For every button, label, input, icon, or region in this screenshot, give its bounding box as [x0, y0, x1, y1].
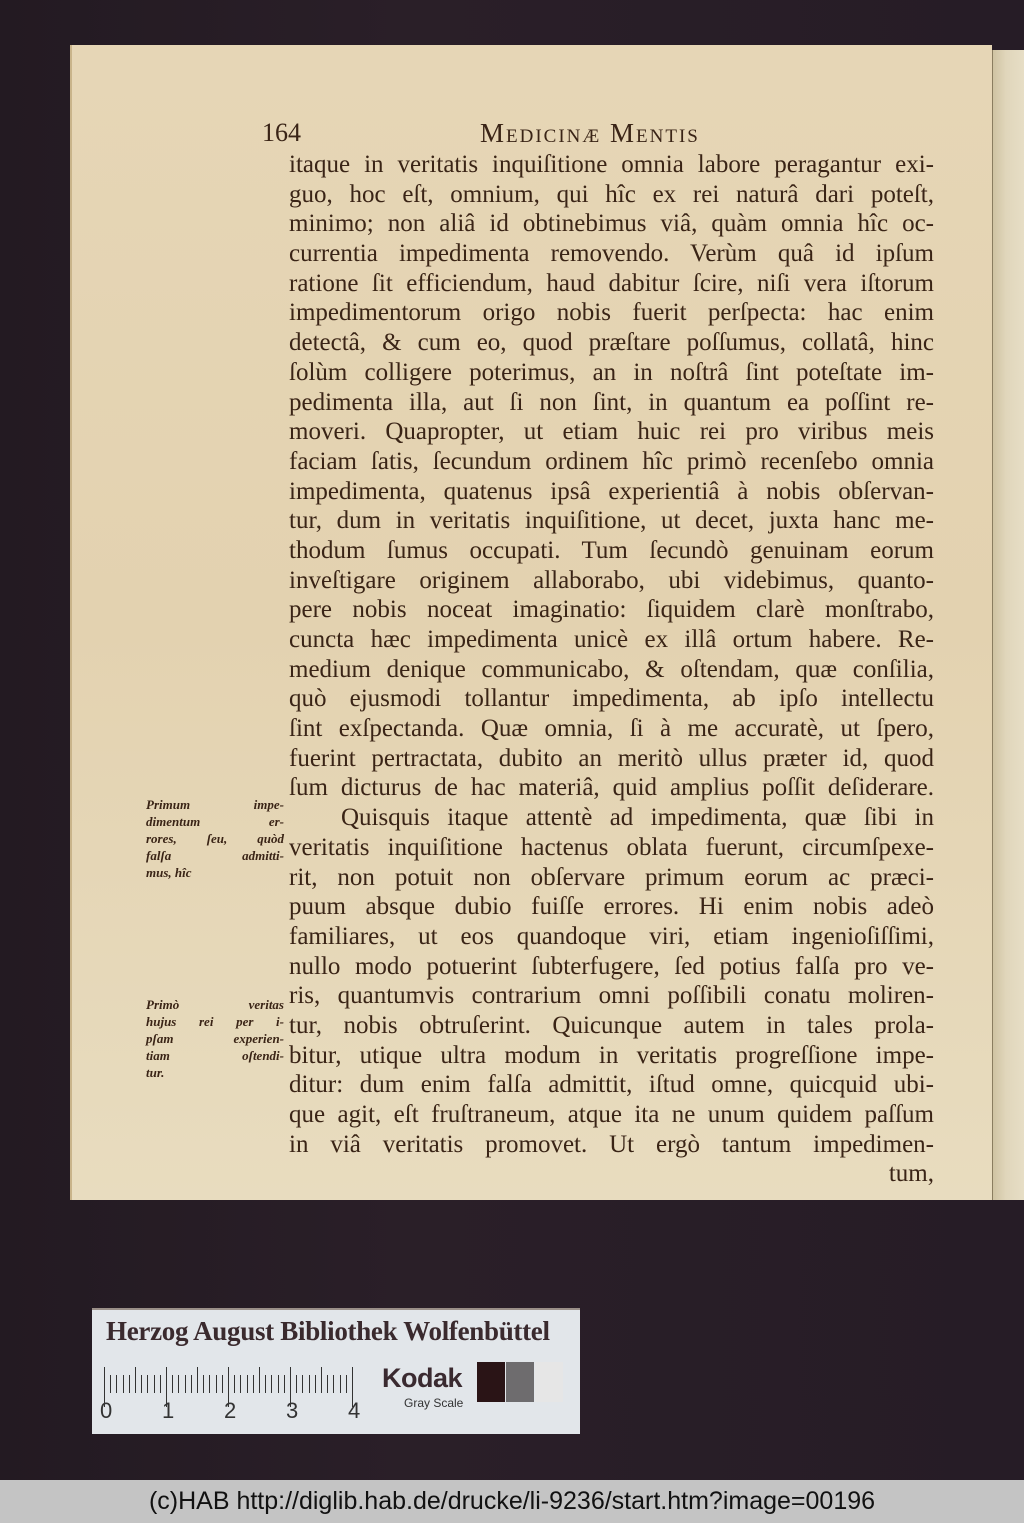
running-head	[262, 118, 762, 150]
sidenote-line: mus, hîc	[146, 865, 192, 880]
gray-swatch-dark	[477, 1362, 505, 1402]
text-line: minimo; non aliâ id obtinebimus viâ, quàm omnia hîc oc-	[289, 210, 934, 238]
text-line: ditur: dum enim falſa admittit, iſtud omne, quicquid ubi-	[289, 1071, 934, 1099]
ruler-tick	[340, 1375, 341, 1393]
next-page-edge	[992, 50, 1024, 1200]
ruler-tick	[321, 1367, 322, 1393]
ruler-tick	[154, 1375, 155, 1393]
text-line: bitur, utique ultra modum in veritatis progreſſione impe-	[289, 1041, 934, 1069]
text-line: ratione ſit efficiendum, haud dabitur ſcire, niſi vera iſtorum	[289, 269, 934, 297]
text-line: itaque in veritatis inquiſitione omnia labore peragantur exi-	[289, 151, 934, 178]
ruler-tick	[234, 1375, 235, 1393]
running-head-title: Medicinæ Mentis	[480, 118, 700, 148]
ruler-number: 2	[224, 1398, 237, 1423]
gray-scale-label: Gray Scale	[404, 1396, 464, 1410]
text-line: Quisquis itaque attentè ad impedimenta, quæ ſibi in	[341, 804, 934, 832]
text-line: inveſtigare originem allaborabo, ubi videbimus, quanto-	[289, 566, 934, 594]
text-line: tum,	[888, 1160, 934, 1188]
ruler-tick	[296, 1375, 297, 1393]
ruler-tick	[271, 1375, 272, 1393]
ruler-tick	[284, 1375, 285, 1393]
text-line: tur, dum in veritatis inquiſitione, ut decet, juxta hanc me-	[289, 507, 934, 535]
text-line: familiares, ut eos quandoque viri, etiam ingenioſiſſimi,	[289, 922, 934, 950]
text-line: currentia impedimenta removendo. Verùm quâ id ipſum	[289, 240, 934, 268]
ruler-tick	[110, 1375, 111, 1393]
ruler-tick	[129, 1375, 130, 1393]
ruler-tick	[197, 1367, 198, 1393]
ruler-number: 0	[100, 1398, 113, 1423]
text-line: ſum dicturus de hac materiâ, quid amplius poſſit deſiderare.	[289, 774, 934, 802]
sidenote-line: hujus rei per i-	[146, 1014, 284, 1029]
copyright-footer: (c)HAB http://diglib.hab.de/drucke/li-9236/start.htm?image=00196	[0, 1480, 1024, 1523]
ruler-tick	[346, 1375, 347, 1393]
text-line: fuerint pertractata, dubito an meritò ullus præter id, quod	[289, 744, 934, 772]
sidenote-primo-veritas	[146, 996, 284, 1081]
text-line: impedimentorum origo nobis fuerit perſpecta: hac enim	[289, 299, 934, 327]
library-name: Herzog August Bibliothek Wolfenbüttel	[106, 1316, 550, 1346]
text-line: ris, quantumvis contrarium omni poſſibili conatu moliren-	[289, 982, 934, 1010]
ruler-tick	[185, 1375, 186, 1393]
gray-swatch-mid	[506, 1362, 534, 1402]
text-line: in viâ veritatis promovet. Ut ergò tantum impedimen-	[289, 1130, 934, 1158]
text-line: ſolùm colligere poterimus, an in noſtrâ ſint poteſtate im-	[289, 358, 934, 386]
ruler-tick	[191, 1375, 192, 1393]
ruler-tick	[203, 1375, 204, 1393]
ruler-tick	[209, 1375, 210, 1393]
gray-swatch-light	[535, 1362, 563, 1402]
text-line: que agit, eſt fruſtraneum, atque ita ne unum quidem paſſum	[289, 1101, 934, 1128]
ruler-tick	[240, 1375, 241, 1393]
text-line: faciam ſatis, ſecundum ordinem hîc primò recenſebo omnia	[289, 447, 934, 475]
ruler-tick	[309, 1375, 310, 1393]
ruler-tick	[222, 1375, 223, 1393]
text-line: guo, hoc eſt, omnium, qui hîc ex rei naturâ dari poteſt,	[289, 180, 934, 208]
text-line: medium denique communicabo, & oſtendam, quæ conſilia,	[289, 655, 934, 683]
body-text	[289, 150, 934, 1189]
text-line: veritatis inquiſitione hactenus oblata fuerunt, circumſpexe-	[289, 833, 934, 861]
ruler-tick	[147, 1375, 148, 1393]
sidenote-primum-impedimentum	[146, 796, 284, 881]
sidenote-line: pſam experien-	[146, 1031, 284, 1046]
ruler-tick	[178, 1375, 179, 1393]
ruler-tick	[333, 1375, 334, 1393]
text-line: ſint exſpectanda. Quæ omnia, ſi à me accuratè, ut ſpero,	[289, 715, 934, 743]
sidenote-line: tur.	[146, 1065, 165, 1080]
ruler-tick	[302, 1375, 303, 1393]
ruler-tick	[216, 1375, 217, 1393]
text-line: pedimenta illa, aut ſi non ſint, in quantum ea poſſint re-	[289, 388, 934, 416]
text-line: nullo modo potuerint ſubterfugere, ſed potius falſa pro ve-	[289, 952, 934, 980]
text-line: cuncta hæc impedimenta unicè ex illâ ortum habere. Re-	[289, 626, 934, 653]
text-line: puum absque dubio fuiſſe errores. Hi enim nobis adeò	[289, 893, 934, 921]
ruler-tick	[172, 1375, 173, 1393]
page-number: 164	[262, 118, 301, 147]
ruler-tick	[160, 1375, 161, 1393]
ruler-tick	[315, 1375, 316, 1393]
ruler-tick	[259, 1367, 260, 1393]
ruler-tick	[141, 1375, 142, 1393]
ruler-tick	[278, 1375, 279, 1393]
text-line: thodum ſumus occupati. Tum ſecundò genuinam eorum	[289, 536, 934, 564]
ruler-number: 1	[162, 1398, 175, 1423]
text-line: pere nobis noceat imaginatio: ſiquidem clarè monſtrabo,	[289, 596, 934, 624]
sidenote-line: dimentum er-	[146, 814, 284, 829]
text-line: impedimenta, quatenus ipsâ experientiâ à nobis obſervan-	[289, 477, 934, 505]
library-label-card	[92, 1310, 580, 1434]
ruler-tick	[327, 1375, 328, 1393]
text-line: moveri. Quapropter, ut etiam huic rei pro viribus meis	[289, 418, 934, 446]
sidenote-line: tiam oſtendi-	[146, 1048, 284, 1063]
kodak-logo: Kodak	[382, 1363, 463, 1393]
text-line: rit, non potuit non obſervare primum eorum ac præci-	[289, 863, 934, 891]
text-line: tur, nobis obtruſerint. Quicunque autem in tales prola-	[289, 1011, 934, 1039]
ruler-tick	[265, 1375, 266, 1393]
sidenote-line: falſa admitti-	[146, 848, 284, 863]
sidenote-line: Primò veritas	[146, 997, 284, 1012]
text-line: quò ejusmodi tollantur impedimenta, ab ipſo intellectu	[289, 685, 934, 713]
ruler-tick	[123, 1375, 124, 1393]
ruler-number: 4	[348, 1398, 361, 1423]
sidenote-line: Primum impe-	[146, 797, 284, 812]
ruler-number: 3	[286, 1398, 299, 1423]
sidenote-line: rores, ſeu, quòd	[146, 831, 284, 846]
ruler-tick	[253, 1375, 254, 1393]
ruler-tick	[116, 1375, 117, 1393]
ruler-tick	[247, 1375, 248, 1393]
ruler-tick	[135, 1367, 136, 1393]
text-line: detectâ, & cum eo, quod præſtare poſſumus, collatâ, hinc	[289, 329, 934, 357]
